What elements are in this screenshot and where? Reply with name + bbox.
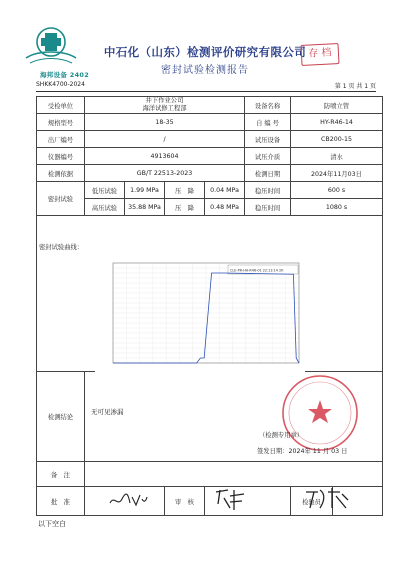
- high-test-pressure: 35.88 MPa: [125, 199, 165, 216]
- row-client: [37, 97, 383, 114]
- row-factory: [37, 131, 383, 148]
- inspector-signature: [302, 484, 352, 512]
- low-drop-value: 0.04 MPa: [205, 182, 245, 199]
- high-drop-value: 0.48 MPa: [205, 199, 245, 216]
- approver-signature: [106, 487, 150, 511]
- reviewer-signature: [210, 484, 254, 512]
- approve-label: 批 准: [37, 487, 85, 516]
- date-value: 2024年11月03日: [291, 165, 383, 182]
- low-test-kind: 低压试验: [85, 182, 125, 199]
- seal-test-label: 密封试验: [37, 182, 85, 216]
- low-drop-label: 压 降: [165, 182, 205, 199]
- chart-label: 密封试验曲线：: [39, 244, 84, 251]
- low-hold-value: 600 s: [291, 182, 383, 199]
- issue-date: 签发日期：2024年 11 月 03 日: [257, 448, 348, 455]
- inspection-seal: [279, 372, 361, 454]
- self-no-value: HY-R46-14: [291, 114, 383, 131]
- test-equipment-value: CB200-15: [291, 131, 383, 148]
- header-divider: [36, 91, 376, 92]
- row-spec: [37, 114, 383, 131]
- device-name-label: 设备名称: [245, 97, 291, 114]
- logo-caption: 海邦设备 2402: [40, 71, 90, 79]
- page-number: 第 1 页 共 1 页: [334, 83, 376, 90]
- report-title: 密封试验检测报告: [161, 65, 249, 76]
- row-instrument: [37, 148, 383, 165]
- self-no-label: 自 编 号: [245, 114, 291, 131]
- high-test-kind: 高压试验: [85, 199, 125, 216]
- test-medium-value: 清水: [291, 148, 383, 165]
- low-test-pressure: 1.99 MPa: [125, 182, 165, 199]
- spec-label: 规格型号: [37, 114, 85, 131]
- chart-background: [95, 259, 305, 379]
- remarks-value: [85, 462, 383, 487]
- basis-value: GB/T 22513-2023: [85, 165, 245, 182]
- client-value-line-2: 海洋试修工程部: [142, 105, 187, 112]
- doc-meta-row: [36, 81, 376, 91]
- chart-legend: CLE-PR-HH-R46-01 22:13:14 2K: [230, 268, 284, 273]
- high-hold-value: 1080 s: [291, 199, 383, 216]
- row-remarks: [37, 462, 383, 487]
- footer-note: 以下空白: [38, 520, 66, 528]
- result-label: 检测结论: [37, 372, 85, 462]
- remarks-label: 备 注: [37, 462, 85, 487]
- high-drop-label: 压 降: [165, 199, 205, 216]
- spec-value: 18-35: [85, 114, 245, 131]
- low-hold-label: 稳压时间: [245, 182, 291, 199]
- row-low-pressure: [37, 182, 383, 199]
- company-name: 中石化（山东）检测评价研究有限公司: [103, 45, 307, 59]
- instrument-no-value: 4913604: [85, 148, 245, 165]
- factory-no-label: 出厂编号: [37, 131, 85, 148]
- pressure-chart: [95, 259, 305, 379]
- inspector-label: 检验员: [291, 487, 333, 516]
- high-hold-label: 稳压时间: [245, 199, 291, 216]
- instrument-no-label: 仪器编号: [37, 148, 85, 165]
- archive-stamp: 存 档: [300, 43, 339, 66]
- client-label: 受检单位: [37, 97, 85, 114]
- test-medium-label: 试压介质: [245, 148, 291, 165]
- seal-caption: （检测专用章）: [259, 432, 304, 439]
- device-name-value: 防喷立管: [291, 97, 383, 114]
- chart-grid: [113, 263, 299, 363]
- review-label: 审 核: [165, 487, 205, 516]
- client-value: [85, 97, 245, 114]
- row-basis: [37, 165, 383, 182]
- result-text: 无可见渗漏: [91, 408, 124, 416]
- basis-label: 检测依据: [37, 165, 85, 182]
- factory-no-value: /: [85, 131, 245, 148]
- date-label: 检测日期: [245, 165, 291, 182]
- client-value-line-1: 井下作业公司: [145, 97, 184, 104]
- document-number: SHKK4700-2024: [36, 81, 85, 88]
- test-equipment-label: 试压设备: [245, 131, 291, 148]
- row-high-pressure: [37, 199, 383, 216]
